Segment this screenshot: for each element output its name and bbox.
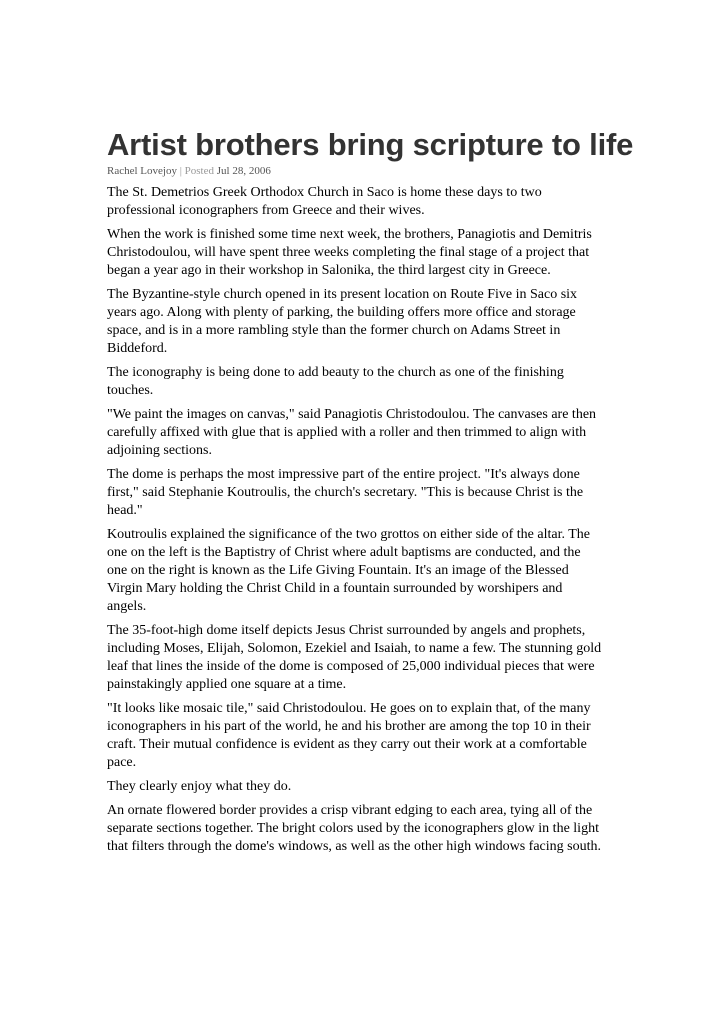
article-paragraph: Koutroulis explained the significance of the two grottos on either side of the altar. The one on the left is the Baptistry of Christ where adult baptisms are conducted, and the one on the right is known as the Life Giving Fountain. It's an image of the Blessed Virgin Mary holding the Christ Child in a fountain surrounded by worshipers and angels. (107, 527, 590, 614)
article-paragraph: The St. Demetrios Greek Orthodox Church in Saco is home these days to two professional iconographers from Greece and their wives. (107, 185, 542, 218)
byline-separator: | (179, 165, 182, 177)
article-paragraph: The iconography is being done to add beauty to the church as one of the finishing touches. (107, 365, 564, 398)
article-body (107, 184, 603, 856)
article-paragraph: "It looks like mosaic tile," said Christodoulou. He goes on to explain that, of the many iconographers in his part of the world, he and his brother are among the top 10 in their craft. Their mutual confidence is evident as they carry out their work at a comfortable pace. (107, 701, 591, 770)
article-paragraph: The dome is perhaps the most impressive part of the entire project. "It's always done first," said Stephanie Koutroulis, the church's secretary. "This is because Christ is the head." (107, 467, 584, 518)
article-byline (107, 164, 603, 179)
article-paragraph: They clearly enjoy what they do. (107, 779, 292, 794)
article (107, 125, 634, 862)
byline-author: Rachel Lovejoy (107, 165, 177, 177)
article-paragraph: When the work is finished some time next week, the brothers, Panagiotis and Demitris Christodoulou, will have spent three weeks completing the final stage of a project that began a year ago in their workshop in Salonika, the third largest city in Greece. (107, 227, 592, 278)
byline-date: Jul 28, 2006 (216, 165, 271, 177)
article-paragraph: An ornate flowered border provides a crisp vibrant edging to each area, tying all of the separate sections together. The bright colors used by the iconographers glow in the light that filters through the dome's windows, as well as the other high windows facing south. (107, 803, 601, 854)
article-paragraph: The 35-foot-high dome itself depicts Jesus Christ surrounded by angels and prophets, including Moses, Elijah, Solomon, Ezekiel and Isaiah, to name a few. The stunning gold leaf that lines the inside of the dome is composed of 25,000 individual pieces that were painstakingly applied one square at a time. (107, 623, 602, 692)
article-headline: Artist brothers bring scripture to life (107, 127, 634, 162)
article-paragraph: The Byzantine-style church opened in its present location on Route Five in Saco six years ago. Along with plenty of parking, the building offers more office and storage space, and is in a more rambling style than the former church on Adams Street in Biddeford. (107, 287, 578, 356)
article-paragraph: "We paint the images on canvas," said Panagiotis Christodoulou. The canvases are then carefully affixed with glue that is applied with a roller and then trimmed to align with adjoining sections. (107, 407, 597, 458)
byline-posted-label: Posted (184, 165, 214, 177)
